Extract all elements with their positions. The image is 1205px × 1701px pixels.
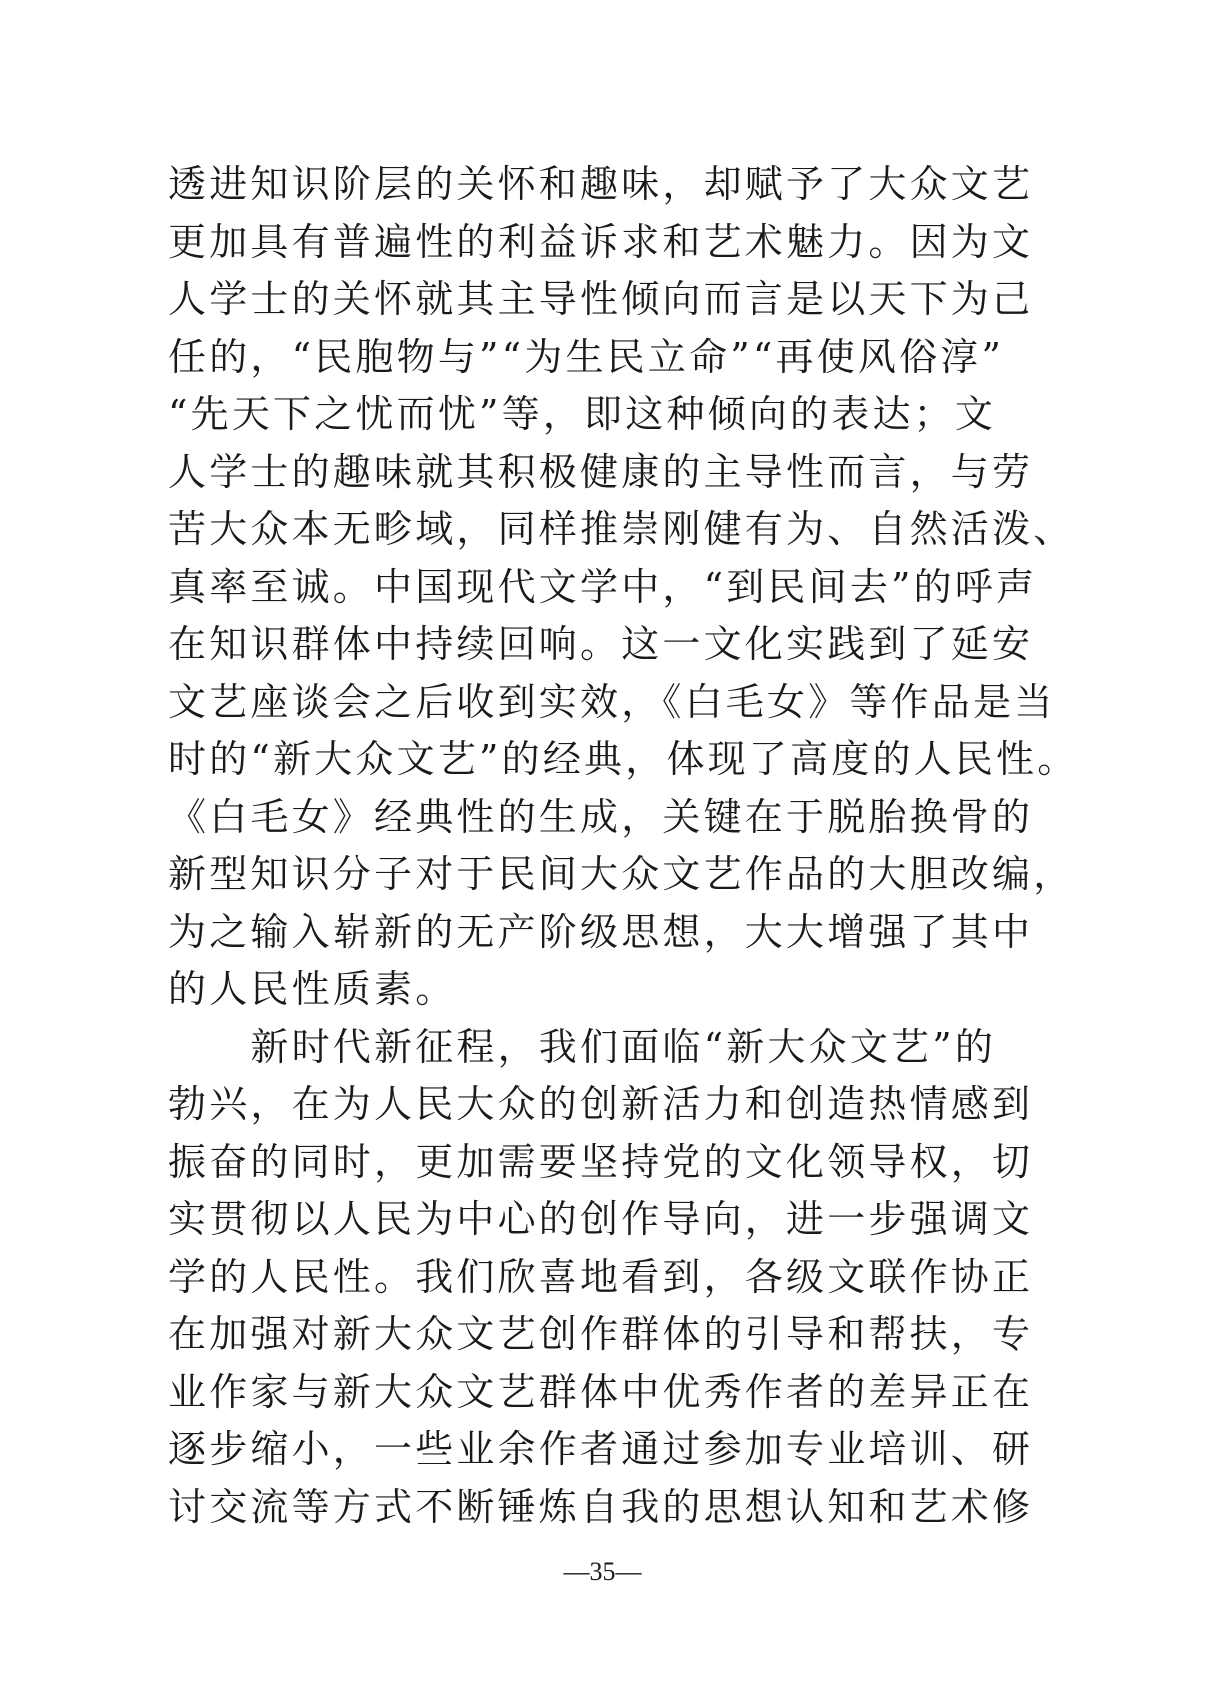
text-line: 讨交流等方式不断锤炼自我的思想认知和艺术修 <box>168 1484 1034 1529</box>
text-line: 新型知识分子对于民间大众文艺作品的大胆改编， <box>168 852 1075 896</box>
text-line: 透进知识阶层的关怀和趣味，却赋予了大众文艺 <box>168 162 1034 206</box>
text-line: 实贯彻以人民为中心的创作导向，进一步强调文 <box>168 1197 1034 1241</box>
text-line: 业作家与新大众文艺群体中优秀作者的差异正在 <box>168 1369 1034 1414</box>
text-line: 文艺座谈会之后收到实效，《白毛女》等作品是当 <box>168 679 1056 724</box>
text-line: 在加强对新大众文艺创作群体的引导和帮扶，专 <box>168 1312 1034 1356</box>
text-line: 振奋的同时，更加需要坚持党的文化领导权，切 <box>168 1139 1034 1184</box>
text-line: 为之输入崭新的无产阶级思想，大大增强了其中 <box>168 909 1034 954</box>
body-text <box>168 156 1079 1536</box>
text-line: 人学士的趣味就其积极健康的主导性而言，与劳 <box>168 449 1034 494</box>
text-line: 在知识群体中持续回响。这一文化实践到了延安 <box>168 622 1034 666</box>
text-line: 时的“新大众文艺”的经典，体现了高度的人民性。 <box>168 737 1079 781</box>
text-line: “先天下之忧而忧”等，即这种倾向的表达；文 <box>168 392 997 436</box>
text-line: 勃兴，在为人民大众的创新活力和创造热情感到 <box>168 1082 1034 1126</box>
text-line: 的人民性质素。 <box>168 967 457 1011</box>
text-line: 人学士的关怀就其主导性倾向而言是以天下为己 <box>168 277 1034 321</box>
text-line: 《白毛女》经典性的生成，关键在于脱胎换骨的 <box>168 794 1034 839</box>
text-line: 真率至诚。中国现代文学中，“到民间去”的呼声 <box>168 564 1038 609</box>
text-line: 新时代新征程，我们面临“新大众文艺”的 <box>168 1024 997 1069</box>
text-line: 苦大众本无畛域，同样推崇刚健有为、自然活泼、 <box>168 507 1075 551</box>
text-line: 任的，“民胞物与”“为生民立命”“再使风俗淳” <box>168 334 1005 379</box>
text-line: 学的人民性。我们欣喜地看到，各级文联作协正 <box>168 1254 1034 1299</box>
text-line: 更加具有普遍性的利益诉求和艺术魅力。因为文 <box>168 219 1034 264</box>
text-line: 逐步缩小，一些业余作者通过参加专业培训、研 <box>168 1427 1034 1471</box>
page-number: —35— <box>563 1557 642 1586</box>
